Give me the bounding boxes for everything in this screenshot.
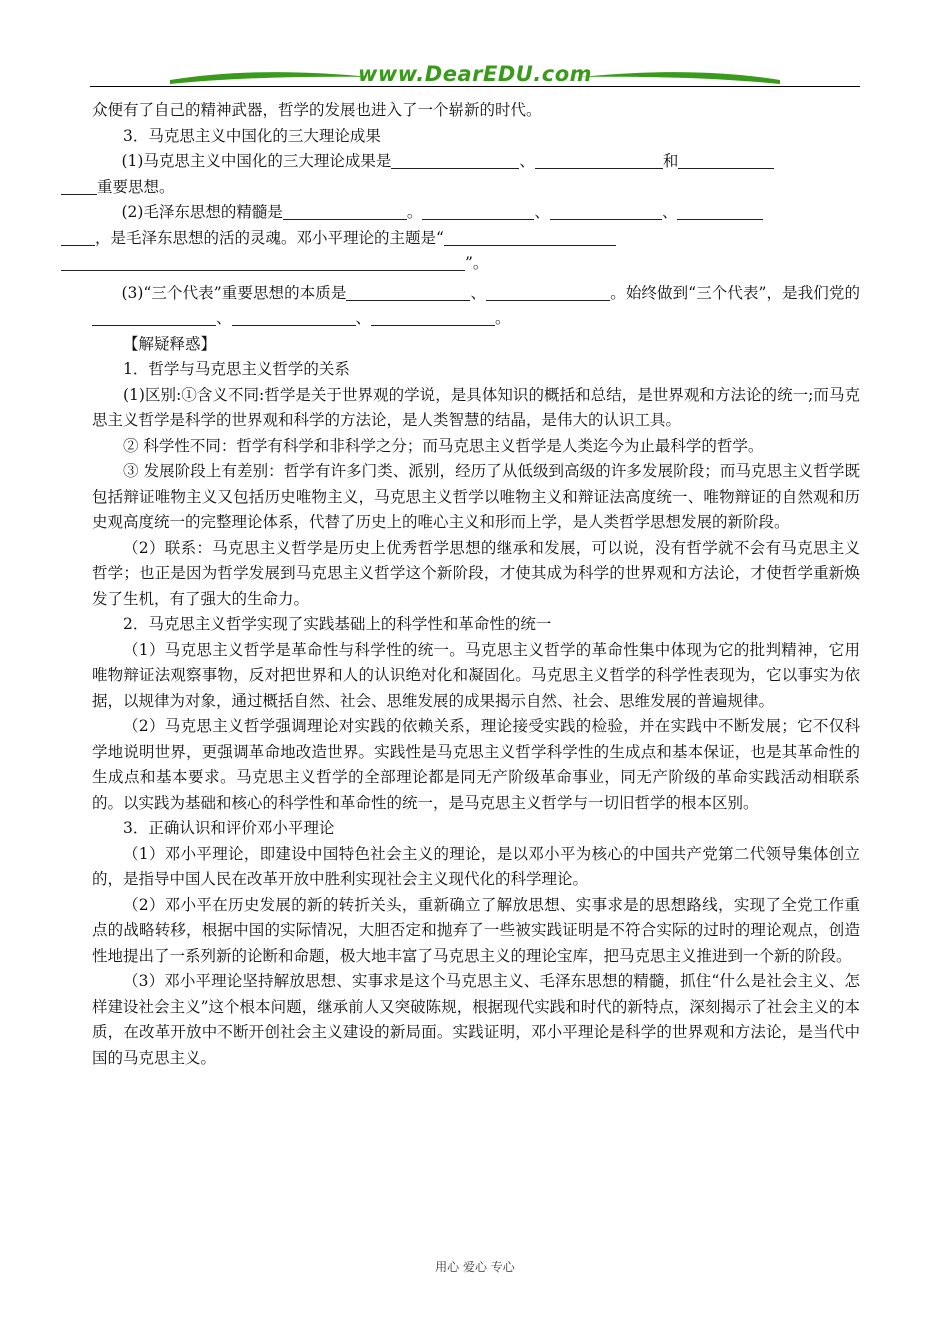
answer-blank (61, 227, 95, 246)
paragraph: ② 科学性不同：哲学有科学和非科学之分；而马克思主义哲学是人类迄今为止最科学的哲学。 (123, 436, 764, 455)
answer-blank (346, 282, 470, 301)
paragraph: (1)区别:①含义不同:哲学是关于世界观的学说，是具体知识的概括和总结，是世界观和方法论的统一;而马克思主义哲学是科学的世界观和科学的方法论，是人类智慧的结晶，是伟大的认识工具。 (92, 385, 860, 429)
answer-blank (371, 307, 495, 326)
header-rule (90, 86, 860, 87)
answer-blank (535, 150, 663, 169)
question-2: (2)毛泽东思想的精髓是 。 、 、 ，是毛泽东思想的活的灵魂。邓小平理论的主题是“ ”。 (92, 200, 860, 277)
answer-blank (422, 201, 534, 220)
answer-blank (678, 150, 774, 169)
topic-title: 2．马克思主义哲学实现了实践基础上的科学性和革命性的统一 (123, 615, 552, 633)
topic-title: 1．哲学与马克思主义哲学的关系 (123, 360, 350, 378)
answer-blank (486, 282, 610, 301)
document-body (92, 98, 860, 1071)
paragraph: 众便有了自己的精神武器，哲学的发展也进入了一个崭新的时代。 (92, 101, 542, 119)
answer-blank (61, 176, 97, 195)
answer-blank (550, 201, 662, 220)
site-logo: www.DearEDU.com (357, 62, 593, 86)
answer-blank (232, 307, 356, 326)
paragraph: （1）邓小平理论，即建设中国特色社会主义的理论，是以邓小平为核心的中国共产党第二代领导集体创立的，是指导中国人民在改革开放中胜利实现社会主义现代化的科学理论。 (92, 844, 860, 888)
answer-blank (444, 227, 616, 246)
section-title: 3．马克思主义中国化的三大理论成果 (123, 126, 381, 145)
page-footer: 用心 爱心 专心 (435, 1260, 515, 1274)
answer-blank (391, 150, 519, 169)
answer-blank (283, 201, 407, 220)
section-heading: 【解疑释惑】 (123, 334, 217, 353)
paragraph: （3）邓小平理论坚持解放思想、实事求是这个马克思主义、毛泽东思想的精髓，抓住“什么是社会主义、怎样建设社会主义”这个根本问题，继承前人又突破陈规，根据现代实践和时代的新特点，深刻揭示了社会主义的本质，在改革开放中不断开创社会主义建设的新局面。实践证明，邓小平理论是科学的世界观和方法论，是当代中国的马克思主义。 (92, 972, 860, 1067)
page-header (90, 58, 860, 92)
answer-blank (677, 201, 763, 220)
paragraph: （2）邓小平在历史发展的新的转折关头，重新确立了解放思想、实事求是的思想路线，实现了全党工作重点的战略转移，根据中国的实际情况，大胆否定和抛弃了一些被实践证明是不符合实际的过时的理论观点，创造性地提出了一系列新的论断和命题，极大地丰富了马克思主义的理论宝库，把马克思主义推进到一个新的阶段。 (92, 895, 860, 965)
question-3: (3)“三个代表”重要思想的本质是 、 。始终做到“三个代表”，是我们党的、 、 。 (92, 281, 860, 332)
answer-blank (61, 252, 465, 271)
paragraph: （1）马克思主义哲学是革命性与科学性的统一。马克思主义哲学的革命性集中体现为它的批判精神，它用唯物辩证法观察事物，反对把世界和人的认识绝对化和凝固化。马克思主义哲学的科学性表现为，它以事实为依据，以规律为对象，通过概括自然、社会、思维发展的成果揭示自然、社会、思维发展的普遍规律。 (92, 640, 860, 710)
paragraph: ③ 发展阶段上有差别：哲学有许多门类、派别，经历了从低级到高级的许多发展阶段；而马克思主义哲学既包括辩证唯物主义又包括历史唯物主义，马克思主义哲学以唯物主义和辩证法高度统一、唯物辩证的自然观和历史观高度统一的完整理论体系，代替了历史上的唯心主义和形而上学，是人类哲学思想发展的新阶段。 (92, 462, 860, 531)
answer-blank (92, 307, 216, 326)
paragraph: （2）联系：马克思主义哲学是历史上优秀哲学思想的继承和发展，可以说，没有哲学就不会有马克思主义哲学；也正是因为哲学发展到马克思主义哲学这个新阶段，才使其成为科学的世界观和方法论，才使哲学重新焕发了生机，有了强大的生命力。 (92, 538, 860, 608)
topic-title: 3．正确认识和评价邓小平理论 (123, 819, 335, 837)
question-1: (1)马克思主义中国化的三大理论成果是 、 和 重要思想。 (92, 149, 860, 200)
paragraph: （2）马克思主义哲学强调理论对实践的依赖关系，理论接受实践的检验，并在实践中不断发展；它不仅科学地说明世界，更强调革命地改造世界。实践性是马克思主义哲学科学性的生成点和基本保证，也是其革命性的生成点和基本要求。马克思主义哲学的全部理论都是同无产阶级革命事业，同无产阶级的革命实践活动相联系的。以实践为基础和核心的科学性和革命性的统一，是马克思主义哲学与一切旧哲学的根本区别。 (92, 717, 860, 812)
